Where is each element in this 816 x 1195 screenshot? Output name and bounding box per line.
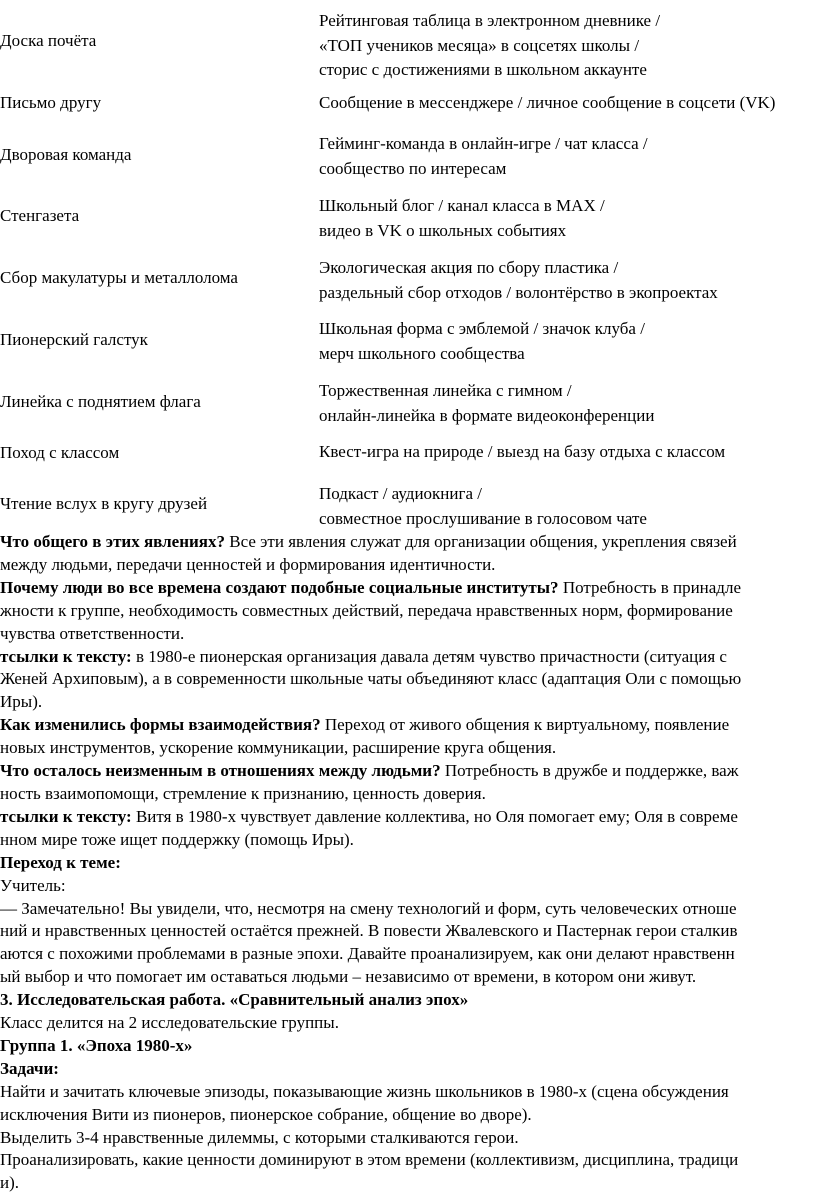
table-cell-past: Письмо другу (0, 93, 102, 112)
table-cell-present: Подкаст / аудиокнига / совместное прослушивание в голосовом чате (319, 484, 647, 528)
table-cell-present: Торжественная линейка с гимном / онлайн-линейка в формате видеоконференции (319, 381, 655, 425)
task-item: Найти и зачитать ключевые эпизоды, показывающие жизнь школьников в 1980-х (сцена обсуждения исключения Вити из пионеров, пионерское собрание, общение во дворе). (0, 1081, 729, 1124)
tasks-heading: Задачи: (0, 1058, 59, 1078)
table-cell-present: Школьный блог / канал класса в MAX / видео в VK о школьных событиях (319, 196, 605, 240)
heading-transition: Переход к теме: (0, 852, 121, 872)
task-item: Выделить 3-4 нравственные дилеммы, с которыми сталкиваются герои. (0, 1127, 519, 1147)
table-cell-present: Квест-игра на природе / выезд на базу отдыха с классом (319, 442, 726, 461)
table-cell-present: Сообщение в мессенджере / личное сообщение в соцсети (VK) (319, 93, 776, 112)
paragraph-forms-changed: Как изменились формы взаимодействия? Переход от живого общения к виртуальному, появление новых инструментов, ускорение коммуникации, расширение круга общения. (0, 715, 730, 758)
table-cell-past: Пионерский галстук (0, 330, 148, 349)
paragraph-groups: Класс делится на 2 исследовательские группы. (0, 1013, 339, 1033)
refs-heading: тсылки к тексту: (0, 646, 132, 666)
question-heading: Как изменились формы взаимодействия? (0, 715, 321, 735)
table-cell-present: Гейминг-команда в онлайн-игре / чат класса / сообщество по интересам (319, 134, 648, 178)
teacher-label: Учитель: (0, 875, 66, 895)
paragraph-why-institutions: Почему люди во все времена создают подобные социальные институты? Потребность в принадле жности к группе, необходимость совместных действий, передача нравственных норм, формирование чувства ответственности. (0, 577, 741, 643)
teacher-speech: — Замечательно! Вы увидели, что, несмотря на смену технологий и форм, суть человеческих отноше ний и нравственных ценностей остаётся прежней. В повести Жвалевского и Пастернак герои сталкив аются с похожими проблемами в разные эпохи. Давайте проанализируем, как они делают нравственн ый выбор и что помогает им оставаться людьми – независимо от времени, в котором они живут. (0, 898, 738, 987)
paragraph-text-refs-2: тсылки к тексту: Витя в 1980-х чувствует давление коллектива, но Оля помогает ему; Оля в совреме нном мире тоже ищет поддержку (помощь Иры). (0, 806, 738, 849)
table-cell-past: Чтение вслух в кругу друзей (0, 494, 208, 513)
table-cell-past: Дворовая команда (0, 145, 132, 164)
paragraph-what-unchanged: Что осталось неизменным в отношениях между людьми? Потребность в дружбе и поддержке, важ ность взаимопомощи, стремление к признанию, ценность доверия. (0, 761, 739, 803)
lesson-text (0, 531, 816, 1195)
table-cell-past: Поход с классом (0, 443, 120, 462)
table-cell-past: Доска почёта (0, 31, 97, 50)
section-heading: 3. Исследовательская работа. «Сравнительный анализ эпох» (0, 990, 469, 1010)
table-cell-past: Стенгазета (0, 206, 80, 225)
question-heading: Почему люди во все времена создают подобные социальные институты? (0, 577, 559, 597)
group-heading: Группа 1. «Эпоха 1980-х» (0, 1035, 193, 1055)
question-heading: Что осталось неизменным в отношениях между людьми? (0, 761, 441, 781)
paragraph-text-refs-1: тсылки к тексту: в 1980-е пионерская организация давала детям чувство причастности (ситуация с Женей Архиповым), а в современности школьные чаты объединяют класс (адаптация Оли с помощью Иры). (0, 646, 742, 712)
question-heading: Что общего в этих явлениях? (0, 532, 225, 551)
table-cell-present: Экологическая акция по сбору пластика / раздельный сбор отходов / волонтёрство в экопроектах (319, 258, 718, 302)
table-cell-past: Линейка с поднятием флага (0, 392, 201, 411)
table-cell-past: Сбор макулатуры и металлолома (0, 268, 238, 287)
task-item: Проанализировать, какие ценности доминируют в этом времени (коллективизм, дисциплина, традици и). (0, 1150, 739, 1193)
table-cell-present: Рейтинговая таблица в электронном дневнике / «ТОП учеников месяца» в соцсетях школы / сторис с достижениями в школьном аккаунте (319, 11, 661, 79)
refs-heading: тсылки к тексту: (0, 806, 132, 826)
table-cell-present: Школьная форма с эмблемой / значок клуба / мерч школьного сообщества (319, 319, 645, 363)
paragraph-what-common: Что общего в этих явлениях? Все эти явления служат для организации общения, укрепления связей между людьми, передачи ценностей и формирования идентичности. (0, 532, 737, 574)
